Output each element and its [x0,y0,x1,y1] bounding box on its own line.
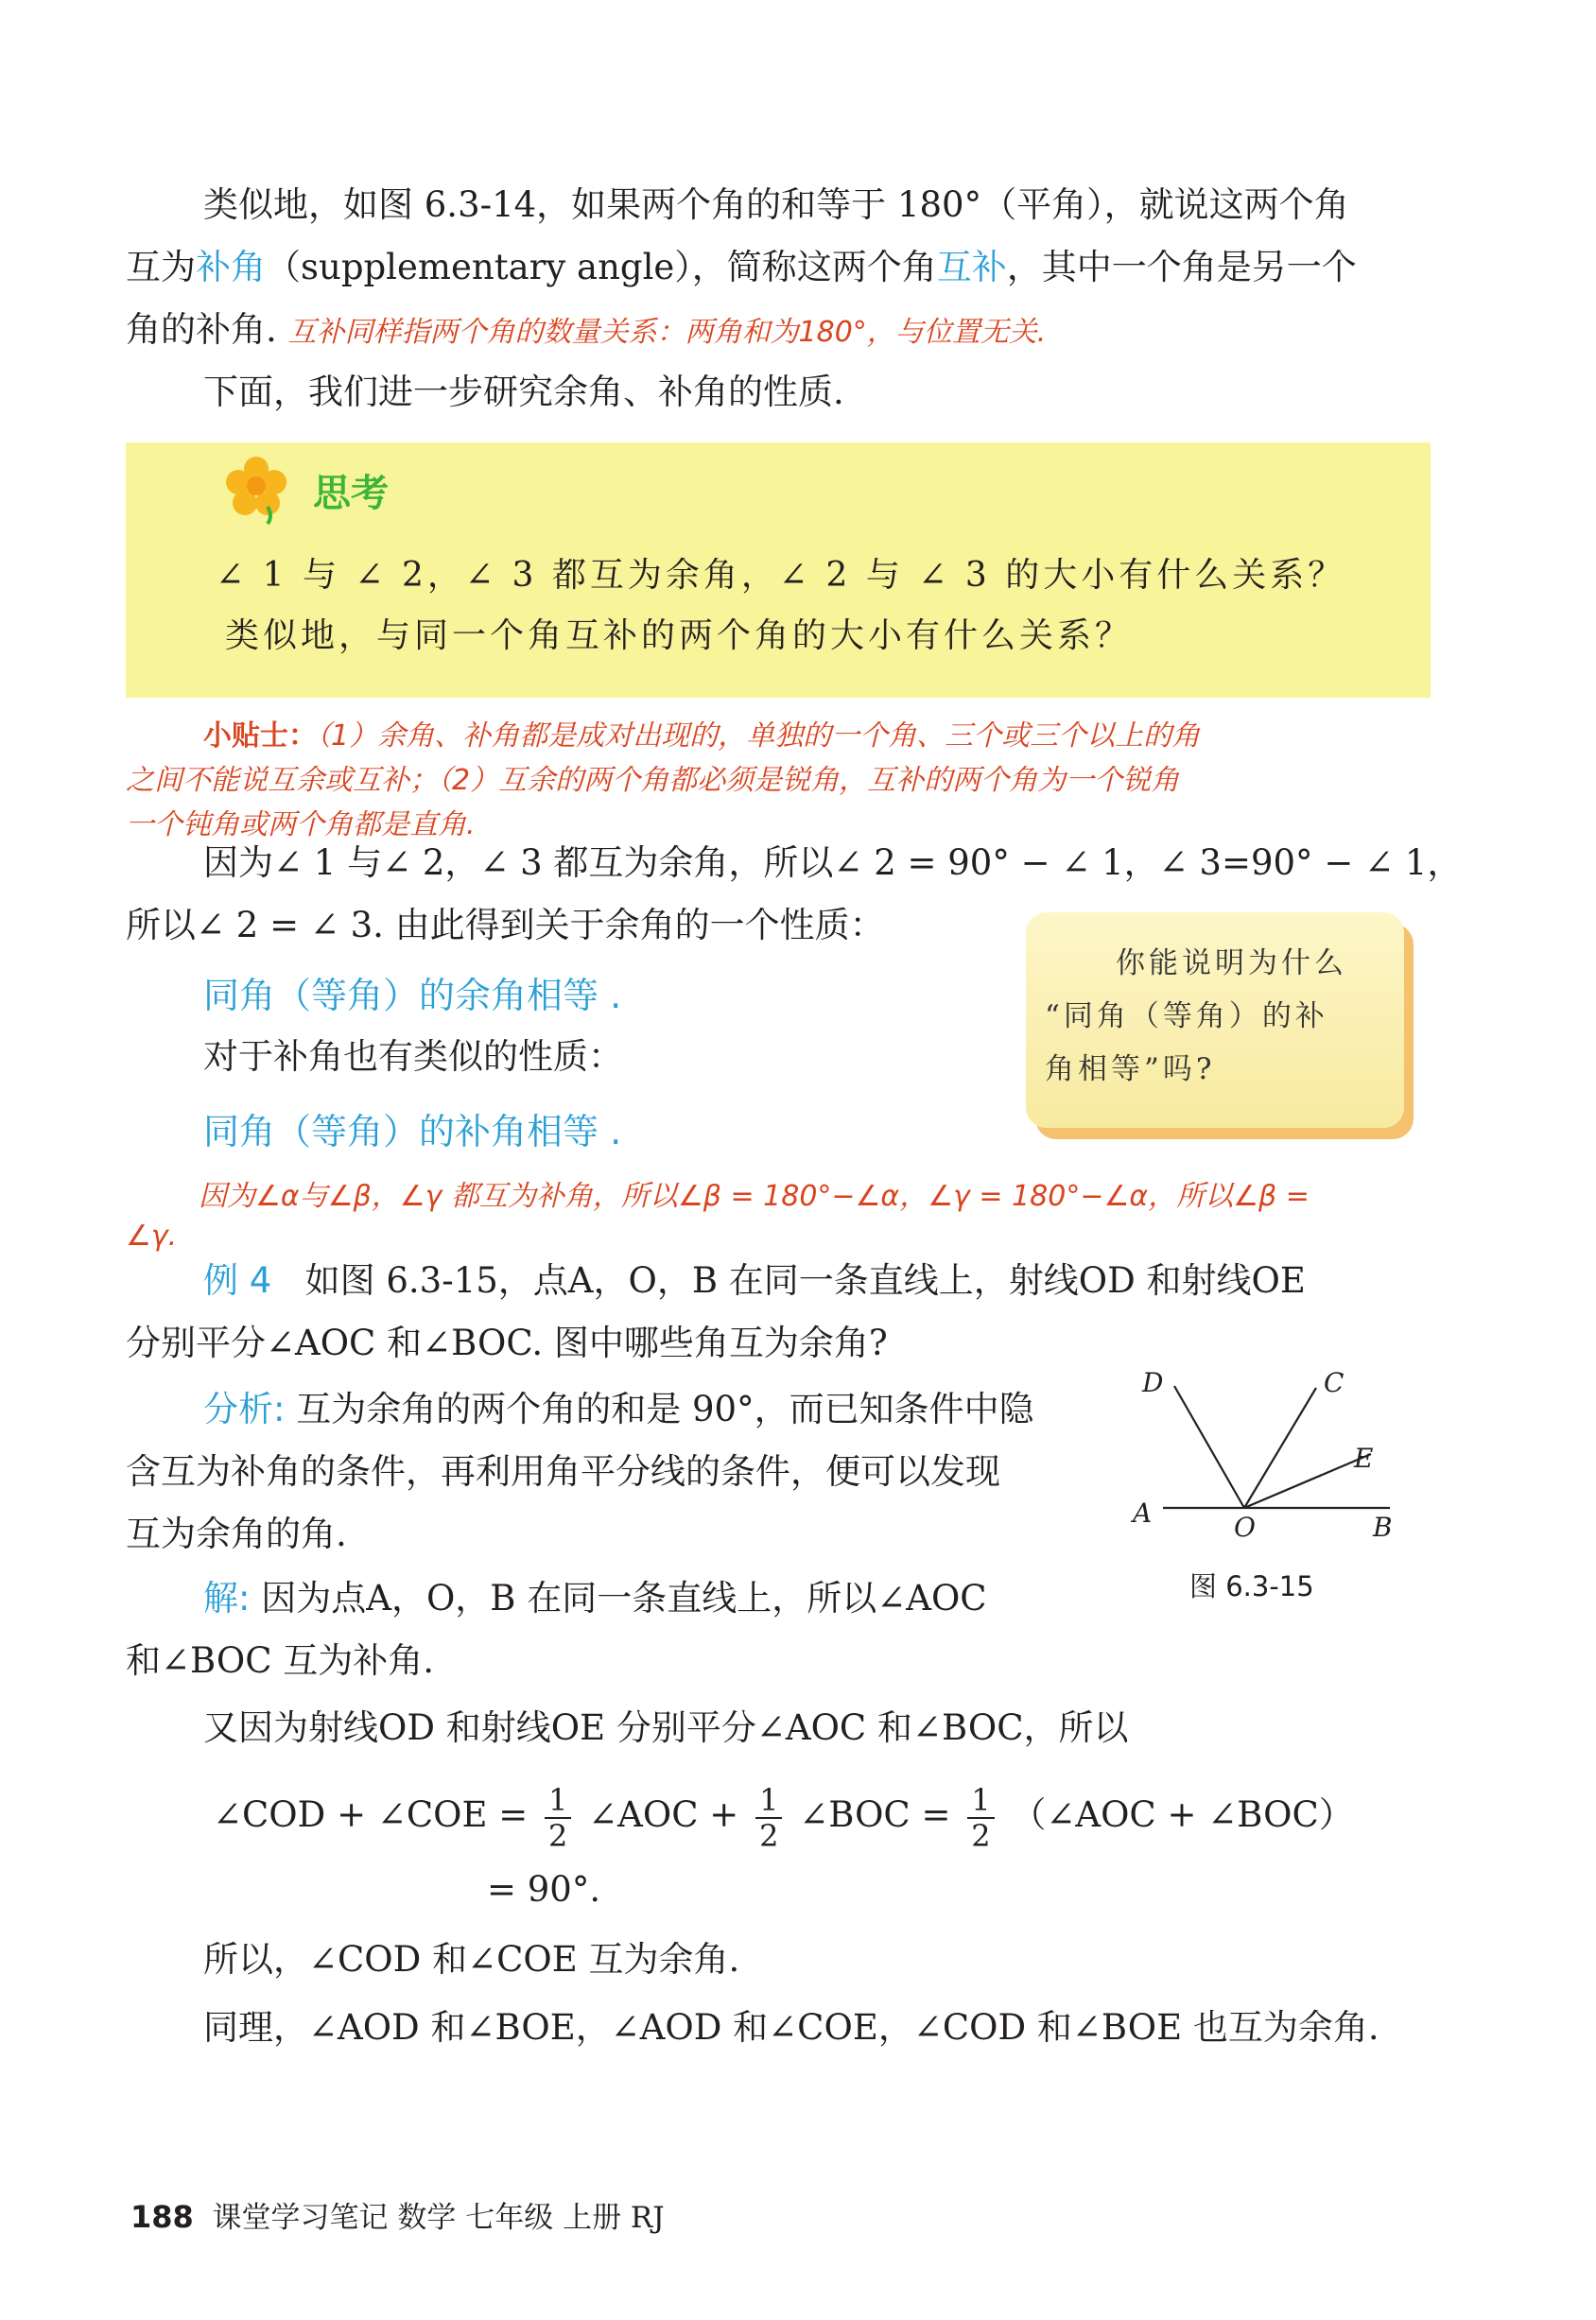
figure-caption: 图 6.3-15 [1189,1570,1314,1602]
fraction-3: $\frac{1}{2}$ [967,1783,994,1853]
solution-label: 解: [203,1578,251,1619]
think-question-2: 类似地，与同一个角互补的两个角的大小有什么关系？ [225,616,1134,655]
proof-line3: 对于补角也有类似的性质： [203,1036,623,1077]
handwritten-note-2-line1: 因为∠α与∠β，∠γ 都互为补角，所以∠β = 180°−∠α，∠γ = 180°−∠α，所以∠β = [199,1180,1310,1213]
term-supplementary: 互补 [936,247,1007,287]
think-question-1: ∠ 1 与 ∠ 2，∠ 3 都互为余角，∠ 2 与 ∠ 3 的大小有什么关系？ [216,556,1346,595]
eq-part-b: ∠AOC + [588,1794,739,1835]
analysis-label: 分析: [203,1389,286,1429]
solution-line4: 所以，∠COD 和∠COE 互为余角. [203,1939,740,1980]
tip-label: 小贴士： [203,719,317,753]
side-line3: 角相等”吗? [1045,1052,1216,1086]
handwritten-note-1: 互补同样指两个角的数量关系：两角和为180°，与位置无关. [287,316,1047,349]
label-E: E [1354,1443,1374,1474]
solution-line2: 和∠BOC 互为补角. [126,1640,435,1681]
analysis-line1 [203,1378,1034,1441]
eq-part-a: ∠COD + ∠COE = [213,1794,529,1835]
analysis-line1-text: 互为余角的两个角的和是 90°，而已知条件中隐 [296,1389,1034,1429]
tip-line3: 一个钝角或两个角都是直角. [126,808,476,841]
analysis-line2: 含互为补角的条件，再利用角平分线的条件，便可以发现 [126,1451,1000,1492]
eq-part-c: ∠BOC = [799,1794,951,1835]
analysis-line3: 互为余角的角. [126,1514,347,1554]
footer [130,2193,665,2236]
para1-line2-b: （supplementary angle），简称这两个角 [266,247,937,287]
para1-line1: 类似地，如图 6.3-14，如果两个角的和等于 180°（平角），就说这两个角 [203,184,1349,225]
side-line2: “同角（等角）的补 [1045,999,1328,1033]
para1-line2-c: ，其中一个角是另一个 [1006,247,1357,287]
property-supplementary: 同角（等角）的补角相等 . [203,1111,622,1152]
solution-line1-text: 因为点A，O，B 在同一条直线上，所以∠AOC [261,1578,987,1619]
example-line1-text: 如图 6.3-15，点A，O，B 在同一条直线上，射线OD 和射线OE [304,1260,1306,1301]
solution-line5: 同理，∠AOD 和∠BOE，∠AOD 和∠COE，∠COD 和∠BOE 也互为余角. [203,2007,1379,2048]
think-title: 思考 [313,472,389,515]
ray-OE [1244,1454,1371,1508]
para1-line2-a: 互为 [126,247,196,287]
tip-line2: 之间不能说互余或互补；（2）互余的两个角都必须是锐角，互补的两个角为一个锐角 [126,764,1180,797]
footer-text: 课堂学习笔记 数学 七年级 上册 RJ [212,2201,665,2235]
think-box [126,442,1431,698]
flower-icon [218,450,294,526]
label-A: A [1133,1498,1153,1529]
label-C: C [1324,1367,1344,1398]
example-line1 [203,1250,1306,1312]
para1-line3-text: 角的补角. [126,309,277,350]
proof-line2: 所以∠ 2 = ∠ 3. 由此得到关于余角的一个性质： [126,905,885,945]
example-label: 例 4 [203,1260,272,1301]
label-O: O [1234,1512,1256,1543]
side-question-box [1026,912,1404,1128]
tip-line1-text: （1）余角、补角都是成对出现的，单独的一个角、三个或三个以上的角 [317,719,1201,753]
term-supplementary-angle: 补角 [196,247,266,287]
figure-6-3-15 [1116,1361,1418,1550]
fraction-2: $\frac{1}{2}$ [755,1783,782,1853]
property-complementary: 同角（等角）的余角相等 . [203,975,622,1016]
label-B: B [1373,1512,1393,1543]
intro-line: 下面，我们进一步研究余角、补角的性质. [203,372,844,412]
label-D: D [1142,1367,1164,1398]
para1-line2 [126,236,1357,299]
handwritten-note-2-line2: ∠γ. [126,1220,178,1253]
eq-part-d: （∠AOC + ∠BOC） [1011,1794,1354,1835]
ray-OC [1244,1388,1316,1508]
equation-line2: = 90°. [487,1869,601,1910]
side-line1: 你能说明为什么 [1116,946,1347,980]
equation-line1 [213,1777,1354,1853]
tip-line1 [203,712,1200,753]
page-number: 188 [130,2199,194,2235]
solution-line1 [203,1567,987,1630]
solution-line3: 又因为射线OD 和射线OE 分别平分∠AOC 和∠BOC，所以 [203,1707,1129,1748]
para1-line3 [126,299,1046,364]
fraction-1: $\frac{1}{2}$ [545,1783,571,1853]
example-line2: 分别平分∠AOC 和∠BOC. 图中哪些角互为余角? [126,1323,888,1363]
proof-line1: 因为∠ 1 与∠ 2，∠ 3 都互为余角，所以∠ 2 = 90° − ∠ 1，∠ 3=90° − ∠ 1， [203,842,1463,883]
ray-OD [1174,1386,1244,1508]
